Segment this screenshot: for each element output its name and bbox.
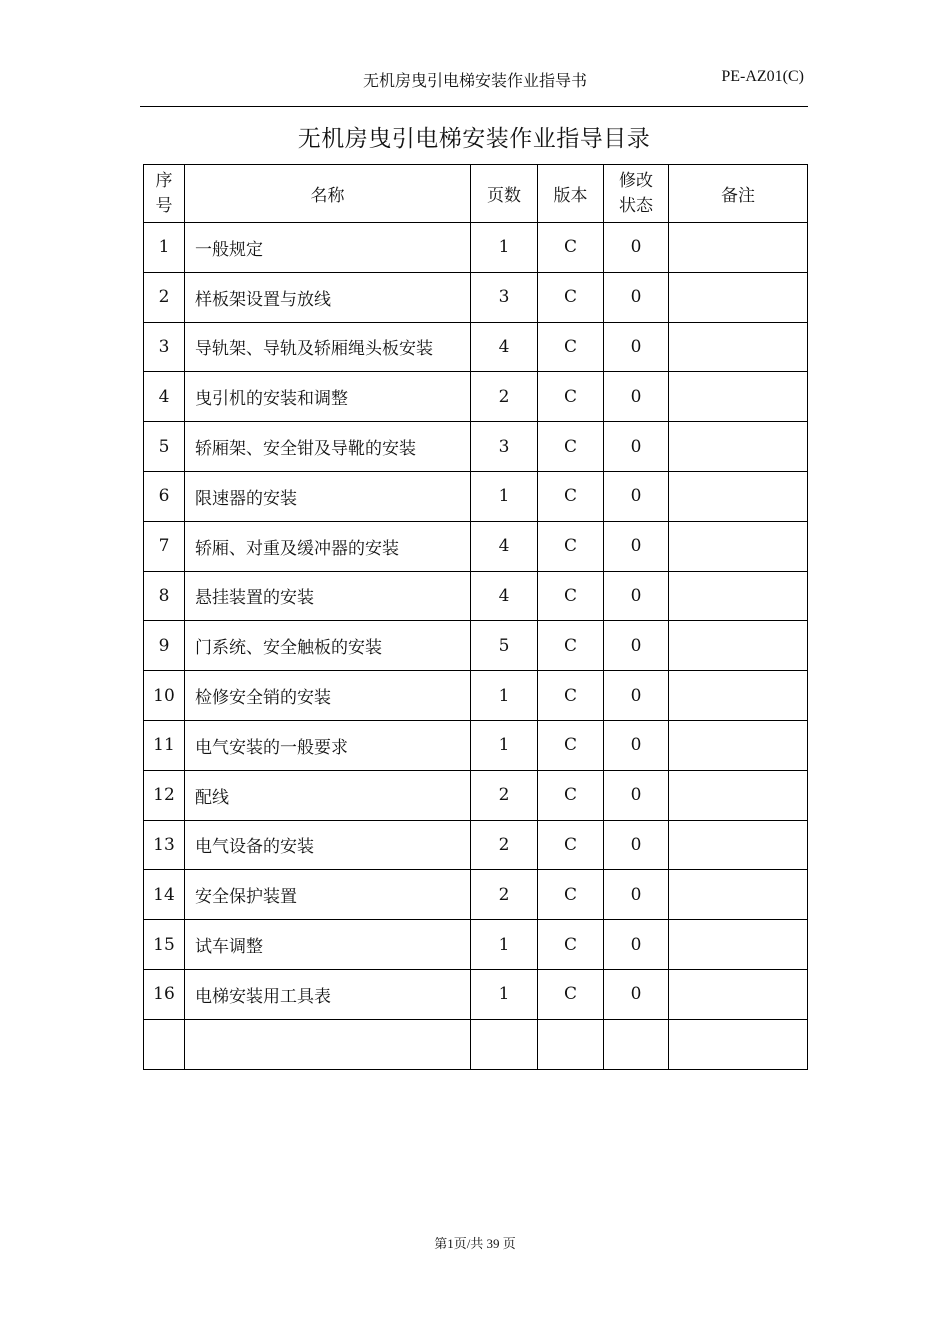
cell-revision: 0 bbox=[604, 720, 669, 770]
cell-remarks bbox=[669, 870, 808, 920]
cell-remarks bbox=[669, 920, 808, 970]
column-header-index-line1: 序 bbox=[155, 170, 173, 191]
toc-table bbox=[143, 164, 808, 1070]
column-header-name: 名称 bbox=[185, 165, 471, 223]
running-header-title: 无机房曳引电梯安装作业指导书 bbox=[362, 71, 587, 90]
cell-remarks bbox=[669, 720, 808, 770]
cell-index: 10 bbox=[144, 671, 185, 721]
cell-version: C bbox=[538, 920, 604, 970]
cell-remarks bbox=[669, 571, 808, 621]
cell-version: C bbox=[538, 820, 604, 870]
table-row bbox=[144, 422, 808, 472]
cell-version: C bbox=[538, 969, 604, 1019]
cell-remarks bbox=[669, 820, 808, 870]
column-header-revision-line2: 状态 bbox=[619, 195, 653, 216]
cell-index: 16 bbox=[144, 969, 185, 1019]
cell-remarks bbox=[669, 372, 808, 422]
cell-name: 限速器的安装 bbox=[185, 471, 471, 521]
cell-version: C bbox=[538, 272, 604, 322]
cell-index: 7 bbox=[144, 521, 185, 571]
cell-pages: 1 bbox=[471, 720, 538, 770]
cell-revision: 0 bbox=[604, 223, 669, 273]
cell-index: 13 bbox=[144, 820, 185, 870]
cell-index: 12 bbox=[144, 770, 185, 820]
cell-pages: 2 bbox=[471, 770, 538, 820]
cell-name: 样板架设置与放线 bbox=[185, 272, 471, 322]
table-row bbox=[144, 571, 808, 621]
cell-name: 检修安全销的安装 bbox=[185, 671, 471, 721]
cell-index: 4 bbox=[144, 372, 185, 422]
cell-index: 8 bbox=[144, 571, 185, 621]
table-row bbox=[144, 272, 808, 322]
cell-pages: 2 bbox=[471, 870, 538, 920]
table-row bbox=[144, 820, 808, 870]
cell-version: C bbox=[538, 521, 604, 571]
cell-remarks bbox=[669, 272, 808, 322]
table-row bbox=[144, 223, 808, 273]
cell-revision: 0 bbox=[604, 920, 669, 970]
cell-index: 3 bbox=[144, 322, 185, 372]
cell-remarks bbox=[669, 223, 808, 273]
cell-remarks bbox=[669, 1019, 808, 1069]
cell-remarks bbox=[669, 969, 808, 1019]
cell-remarks bbox=[669, 671, 808, 721]
cell-index: 15 bbox=[144, 920, 185, 970]
cell-version: C bbox=[538, 471, 604, 521]
cell-remarks bbox=[669, 322, 808, 372]
cell-pages bbox=[471, 1019, 538, 1069]
table-row bbox=[144, 372, 808, 422]
cell-version: C bbox=[538, 770, 604, 820]
cell-revision: 0 bbox=[604, 471, 669, 521]
header-divider bbox=[140, 106, 808, 107]
cell-revision: 0 bbox=[604, 621, 669, 671]
cell-version bbox=[538, 1019, 604, 1069]
cell-pages: 5 bbox=[471, 621, 538, 671]
cell-index: 14 bbox=[144, 870, 185, 920]
cell-pages: 3 bbox=[471, 422, 538, 472]
cell-remarks bbox=[669, 521, 808, 571]
cell-revision: 0 bbox=[604, 322, 669, 372]
cell-name: 门系统、安全触板的安装 bbox=[185, 621, 471, 671]
table-row bbox=[144, 720, 808, 770]
table-row bbox=[144, 671, 808, 721]
table-header-row bbox=[144, 165, 808, 223]
cell-version: C bbox=[538, 322, 604, 372]
cell-pages: 4 bbox=[471, 571, 538, 621]
page-number-footer: 第1页/共 39 页 bbox=[434, 1236, 516, 1251]
cell-revision: 0 bbox=[604, 969, 669, 1019]
cell-revision bbox=[604, 1019, 669, 1069]
cell-name: 电气设备的安装 bbox=[185, 820, 471, 870]
cell-revision: 0 bbox=[604, 272, 669, 322]
cell-name: 轿厢、对重及缓冲器的安装 bbox=[185, 521, 471, 571]
cell-index bbox=[144, 1019, 185, 1069]
table-row bbox=[144, 521, 808, 571]
cell-revision: 0 bbox=[604, 571, 669, 621]
column-header-pages: 页数 bbox=[471, 165, 538, 223]
cell-index: 5 bbox=[144, 422, 185, 472]
table-row bbox=[144, 322, 808, 372]
column-header-index-line2: 号 bbox=[155, 195, 173, 216]
cell-version: C bbox=[538, 372, 604, 422]
cell-name: 轿厢架、安全钳及导靴的安装 bbox=[185, 422, 471, 472]
cell-name: 导轨架、导轨及轿厢绳头板安装 bbox=[185, 322, 471, 372]
cell-pages: 3 bbox=[471, 272, 538, 322]
cell-name: 配线 bbox=[185, 770, 471, 820]
cell-pages: 4 bbox=[471, 322, 538, 372]
cell-remarks bbox=[669, 770, 808, 820]
cell-revision: 0 bbox=[604, 671, 669, 721]
cell-revision: 0 bbox=[604, 870, 669, 920]
cell-version: C bbox=[538, 422, 604, 472]
cell-pages: 1 bbox=[471, 223, 538, 273]
column-header-index bbox=[144, 165, 185, 223]
cell-index: 2 bbox=[144, 272, 185, 322]
cell-pages: 1 bbox=[471, 969, 538, 1019]
cell-name: 试车调整 bbox=[185, 920, 471, 970]
cell-index: 6 bbox=[144, 471, 185, 521]
table-body bbox=[144, 223, 808, 1070]
cell-version: C bbox=[538, 223, 604, 273]
table-row bbox=[144, 870, 808, 920]
cell-pages: 4 bbox=[471, 521, 538, 571]
table-row bbox=[144, 1019, 808, 1069]
cell-pages: 1 bbox=[471, 920, 538, 970]
cell-name: 安全保护装置 bbox=[185, 870, 471, 920]
cell-revision: 0 bbox=[604, 820, 669, 870]
document-code: PE-AZ01(C) bbox=[721, 68, 804, 85]
column-header-revision bbox=[604, 165, 669, 223]
cell-remarks bbox=[669, 471, 808, 521]
cell-revision: 0 bbox=[604, 521, 669, 571]
cell-name: 一般规定 bbox=[185, 223, 471, 273]
cell-index: 11 bbox=[144, 720, 185, 770]
cell-pages: 2 bbox=[471, 372, 538, 422]
cell-name: 电气安装的一般要求 bbox=[185, 720, 471, 770]
column-header-remarks: 备注 bbox=[669, 165, 808, 223]
cell-name bbox=[185, 1019, 471, 1069]
table-row bbox=[144, 969, 808, 1019]
cell-name: 曳引机的安装和调整 bbox=[185, 372, 471, 422]
cell-remarks bbox=[669, 621, 808, 671]
cell-pages: 1 bbox=[471, 671, 538, 721]
cell-version: C bbox=[538, 870, 604, 920]
cell-revision: 0 bbox=[604, 422, 669, 472]
cell-name: 电梯安装用工具表 bbox=[185, 969, 471, 1019]
cell-revision: 0 bbox=[604, 770, 669, 820]
cell-version: C bbox=[538, 671, 604, 721]
cell-version: C bbox=[538, 621, 604, 671]
page-title: 无机房曳引电梯安装作业指导目录 bbox=[297, 126, 651, 152]
cell-version: C bbox=[538, 720, 604, 770]
cell-remarks bbox=[669, 422, 808, 472]
table-row bbox=[144, 920, 808, 970]
cell-name: 悬挂装置的安装 bbox=[185, 571, 471, 621]
table-row bbox=[144, 471, 808, 521]
cell-revision: 0 bbox=[604, 372, 669, 422]
cell-index: 9 bbox=[144, 621, 185, 671]
table-row bbox=[144, 621, 808, 671]
cell-index: 1 bbox=[144, 223, 185, 273]
cell-version: C bbox=[538, 571, 604, 621]
cell-pages: 1 bbox=[471, 471, 538, 521]
table-row bbox=[144, 770, 808, 820]
cell-pages: 2 bbox=[471, 820, 538, 870]
column-header-version: 版本 bbox=[538, 165, 604, 223]
column-header-revision-line1: 修改 bbox=[619, 170, 653, 191]
